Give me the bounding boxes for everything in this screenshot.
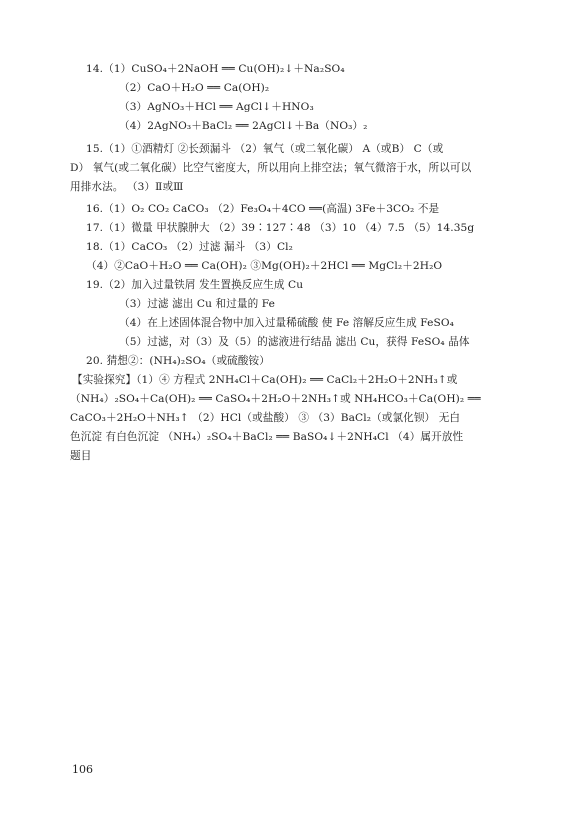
experiment-line-1: 【实验探究】（1）④ 方程式 2NH₄Cl＋Ca(OH)₂ ══ CaCl₂＋2H₂O＋2NH₃↑或 — [72, 374, 458, 386]
experiment-line-3: CaCO₃＋2H₂O＋NH₃↑ （2）HCl（或盐酸） ③ （3）BaCl₂（或氯化钡） 无白 — [70, 412, 461, 424]
answer-19-4: （4）在上述固体混合物中加入过量稀硫酸 使 Fe 溶解反应生成 FeSO₄ — [119, 317, 455, 329]
answer-15-line-3: 用排水法。 （3）Ⅱ或Ⅲ — [70, 181, 184, 193]
experiment-line-2: （NH₄）₂SO₄＋Ca(OH)₂ ══ CaSO₄＋2H₂O＋2NH₃↑或 NH₄HCO₃＋Ca(OH)₂ ══ — [70, 393, 481, 405]
answer-19-2: 19.（2）加入过量铁屑 发生置换反应生成 Cu — [86, 279, 304, 291]
answer-16: 16.（1）O₂ CO₂ CaCO₃ （2）Fe₃O₄＋4CO ══(高温) 3Fe＋3CO₂ 不是 — [86, 203, 440, 215]
answer-15-line-2: D） 氧气(或二氧化碳）比空气密度大，所以用向上排空法；氧气微溶于水，所以可以 — [70, 162, 472, 174]
answer-14-3: （3）AgNO₃＋HCl ══ AgCl↓＋HNO₃ — [119, 101, 314, 113]
answer-18-1: 18.（1）CaCO₃ （2）过滤 漏斗 （3）Cl₂ — [86, 241, 294, 253]
answer-14-4: （4）2AgNO₃＋BaCl₂ ══ 2AgCl↓＋Ba（NO₃）₂ — [119, 120, 368, 132]
answer-18-2: （4）②CaO＋H₂O ══ Ca(OH)₂ ③Mg(OH)₂＋2HCl ══ MgCl₂＋2H₂O — [86, 260, 443, 272]
answer-20: 20. 猜想②：(NH₄)₂SO₄（或硫酸铵） — [86, 355, 270, 367]
experiment-line-4: 色沉淀 有白色沉淀 （NH₄）₂SO₄＋BaCl₂ ══ BaSO₄↓＋2NH₄Cl （4）属开放性 — [70, 431, 464, 443]
answer-17: 17.（1）微量 甲状腺肿大 （2）39∶127∶48 （3）10 （4）7.5 （5）14.35g — [86, 222, 475, 234]
answer-19-5: （5）过滤，对（3）及（5）的滤液进行结晶 滤出 Cu，获得 FeSO₄ 晶体 — [119, 336, 470, 348]
answer-15-line-1: 15.（1）①酒精灯 ②长颈漏斗 （2）氧气（或二氧化碳） A（或B） C（或 — [86, 143, 444, 155]
page-number: 106 — [72, 763, 93, 776]
experiment-line-5: 题目 — [70, 450, 92, 462]
answer-19-3: （3）过滤 滤出 Cu 和过量的 Fe — [119, 298, 276, 310]
answer-14-2: （2）CaO＋H₂O ══ Ca(OH)₂ — [119, 82, 270, 94]
answer-14-1: 14.（1）CuSO₄＋2NaOH ══ Cu(OH)₂↓＋Na₂SO₄ — [86, 63, 345, 75]
